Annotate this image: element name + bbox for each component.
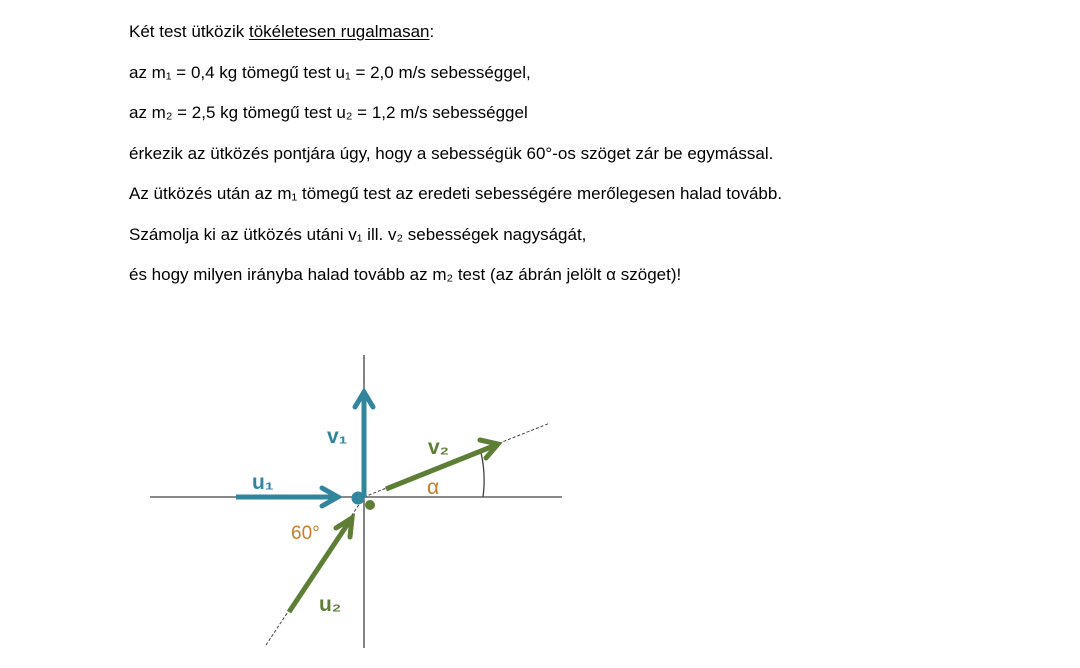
problem-line-5: Az ütközés után az m₁ tömegű test az eredeti sebességére merőlegesen halad tovább. (129, 184, 783, 203)
problem-line-4: érkezik az ütközés pontjára úgy, hogy a sebességük 60°-os szöget zár be egymással. (129, 143, 774, 163)
collision-type-underlined: tökéletesen rugalmasan (249, 22, 430, 41)
teal-collision-dot (352, 492, 365, 505)
alpha-label: α (427, 476, 440, 499)
u2-label: u₂ (319, 593, 342, 616)
problem-line-3: az m₂ = 2,5 kg tömegű test u₂ = 1,2 m/s sebességgel (129, 103, 528, 122)
u1-label: u₁ (252, 471, 274, 494)
v1-label: v₁ (327, 425, 348, 448)
v2-label: v₂ (428, 436, 450, 459)
problem-line-6: Számolja ki az ütközés utáni v₁ ill. v₂ sebességek nagyságát, (129, 224, 587, 244)
green-collision-dot (365, 500, 375, 510)
problem-line-1-prefix: Két test ütközik (129, 22, 249, 41)
angle-60-label: 60° (291, 523, 320, 544)
problem-line-1-suffix: : (429, 22, 435, 41)
problem-line-2: az m₁ = 0,4 kg tömegű test u₁ = 2,0 m/s sebességgel, (129, 62, 531, 82)
problem-line-7: és hogy milyen irányba halad tovább az m₂ test (az ábrán jelölt α szöget)! (129, 265, 682, 284)
